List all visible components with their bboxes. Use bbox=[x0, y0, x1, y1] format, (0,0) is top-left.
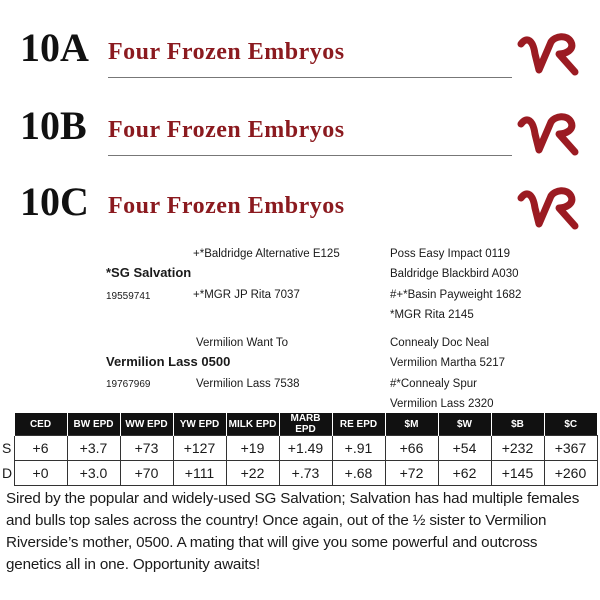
sire-name: *SG Salvation bbox=[106, 265, 192, 280]
table-row bbox=[0, 461, 597, 486]
epd-cell: +3.0 bbox=[67, 461, 120, 486]
dam-name: Vermilion Lass 0500 bbox=[106, 354, 231, 369]
epd-cell: +111 bbox=[173, 461, 226, 486]
lot-header-10c bbox=[20, 172, 500, 234]
sire-dam: +*MGR JP Rita 7037 bbox=[193, 289, 300, 301]
epd-cell: +22 bbox=[226, 461, 279, 486]
sire-grand-1: Poss Easy Impact 0119 bbox=[390, 248, 510, 260]
epd-header: $M bbox=[385, 413, 438, 436]
sire-grand-4: *MGR Rita 2145 bbox=[390, 309, 474, 321]
epd-cell: +3.7 bbox=[67, 436, 120, 461]
epd-cell: +1.49 bbox=[279, 436, 332, 461]
row-label: S bbox=[2, 440, 12, 456]
sire-registration: 19559741 bbox=[106, 291, 151, 302]
lot-number: 10B bbox=[20, 103, 87, 148]
epd-table bbox=[0, 413, 598, 486]
dam-grand-4: Vermilion Lass 2320 bbox=[390, 398, 494, 410]
epd-cell: +127 bbox=[173, 436, 226, 461]
epd-header: RE EPD bbox=[332, 413, 385, 436]
epd-header: MILK EPD bbox=[226, 413, 279, 436]
epd-header: YW EPD bbox=[173, 413, 226, 436]
lot-number: 10C bbox=[20, 179, 89, 224]
lot-title: Four Frozen Embryos bbox=[108, 117, 345, 143]
epd-cell: +72 bbox=[385, 461, 438, 486]
dam-registration: 19767969 bbox=[106, 379, 151, 390]
dam-sire: Vermilion Want To bbox=[196, 337, 289, 349]
dam-grand-3: #*Connealy Spur bbox=[390, 378, 477, 390]
epd-cell: +232 bbox=[491, 436, 544, 461]
lot-title: Four Frozen Embryos bbox=[108, 39, 345, 65]
table-row bbox=[0, 436, 597, 461]
epd-cell: +62 bbox=[438, 461, 491, 486]
epd-header: $C bbox=[544, 413, 597, 436]
divider bbox=[108, 77, 512, 78]
lot-title: Four Frozen Embryos bbox=[108, 193, 345, 219]
epd-header: CED bbox=[14, 413, 67, 436]
lot-description: Sired by the popular and widely-used SG Salvation; Salvation has had multiple females and bulls top sales across the country! Once again, out of the ½ sister to Vermilion Riverside’s mother, 0500. A mating that will give you some powerful and outcross genetics all in one. Opportunity awaits! bbox=[6, 490, 580, 573]
epd-cell: +260 bbox=[544, 461, 597, 486]
epd-cell: +66 bbox=[385, 436, 438, 461]
epd-cell: +.91 bbox=[332, 436, 385, 461]
lot-header-10b bbox=[20, 96, 500, 158]
epd-header: BW EPD bbox=[67, 413, 120, 436]
vr-monogram-logo bbox=[515, 32, 583, 76]
epd-cell: +145 bbox=[491, 461, 544, 486]
epd-header: MARB EPD bbox=[279, 413, 332, 436]
epd-cell: +19 bbox=[226, 436, 279, 461]
lot-number: 10A bbox=[20, 25, 89, 70]
epd-cell: +6 bbox=[14, 436, 67, 461]
epd-cell: +70 bbox=[120, 461, 173, 486]
vr-monogram-logo bbox=[515, 112, 583, 156]
epd-cell: +73 bbox=[120, 436, 173, 461]
epd-cell: +54 bbox=[438, 436, 491, 461]
dam-grand-2: Vermilion Martha 5217 bbox=[390, 357, 506, 369]
epd-header: WW EPD bbox=[120, 413, 173, 436]
vr-monogram-logo bbox=[515, 186, 583, 230]
sire-sire: +*Baldridge Alternative E125 bbox=[193, 248, 340, 260]
epd-header: $B bbox=[491, 413, 544, 436]
epd-corner bbox=[0, 413, 14, 436]
epd-header: $W bbox=[438, 413, 491, 436]
sire-grand-3: #+*Basin Payweight 1682 bbox=[390, 289, 522, 301]
epd-cell: +367 bbox=[544, 436, 597, 461]
divider bbox=[108, 155, 512, 156]
lot-header-10a bbox=[20, 18, 500, 80]
dam-grand-1: Connealy Doc Neal bbox=[390, 337, 490, 349]
epd-cell: +.73 bbox=[279, 461, 332, 486]
epd-cell: +0 bbox=[14, 461, 67, 486]
epd-header-row bbox=[0, 413, 597, 436]
row-label: D bbox=[2, 465, 13, 481]
dam-dam: Vermilion Lass 7538 bbox=[196, 378, 300, 390]
epd-cell: +.68 bbox=[332, 461, 385, 486]
sire-grand-2: Baldridge Blackbird A030 bbox=[390, 268, 519, 280]
